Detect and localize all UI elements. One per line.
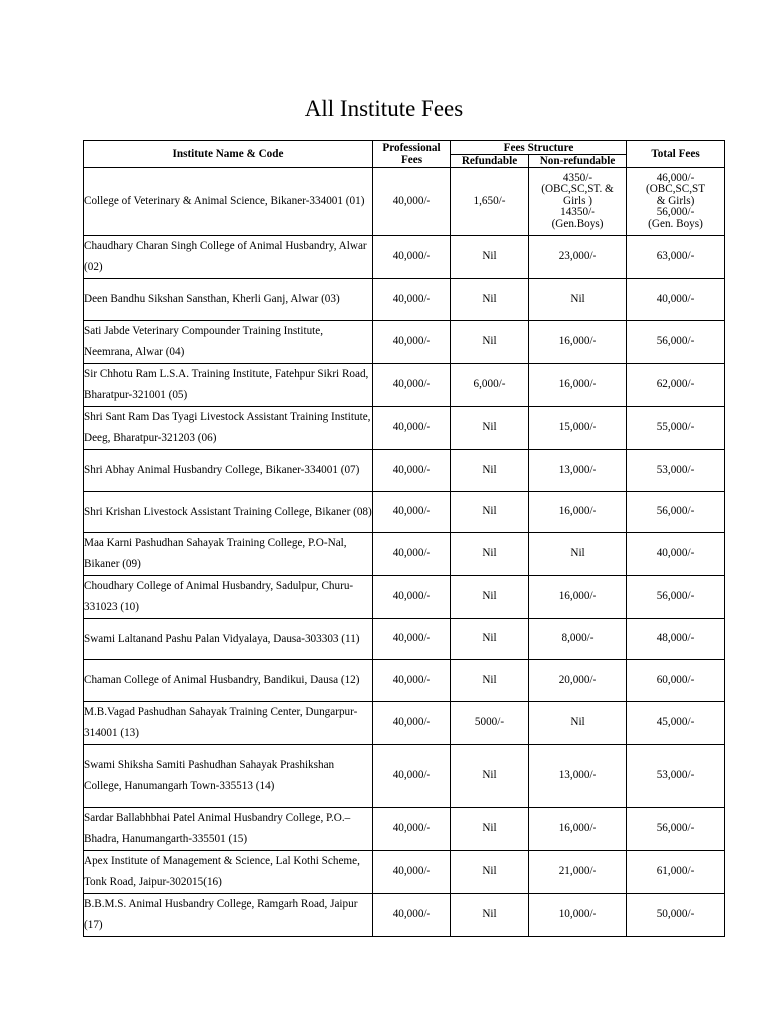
total-fees-cell: 53,000/- (627, 745, 725, 808)
non-refundable-cell: 16,000/- (529, 808, 627, 851)
professional-fees-cell: 40,000/- (373, 492, 451, 533)
non-refundable-cell: 13,000/- (529, 450, 627, 492)
institute-name-cell: College of Veterinary & Animal Science, Bikaner-334001 (01) (84, 168, 373, 236)
total-fees-cell: 53,000/- (627, 450, 725, 492)
table-row (84, 321, 725, 364)
professional-fees-cell: 40,000/- (373, 808, 451, 851)
institute-name-cell: Chaman College of Animal Husbandry, Bandikui, Dausa (12) (84, 660, 373, 702)
table-row (84, 808, 725, 851)
professional-fees-cell: 40,000/- (373, 894, 451, 937)
total-fees-cell: 56,000/- (627, 492, 725, 533)
total-fees-cell: 48,000/- (627, 619, 725, 660)
refundable-cell: Nil (451, 236, 529, 279)
professional-fees-cell: 40,000/- (373, 660, 451, 702)
non-refundable-cell: 10,000/- (529, 894, 627, 937)
non-refundable-cell: 20,000/- (529, 660, 627, 702)
fees-table (83, 140, 725, 937)
refundable-cell: Nil (451, 894, 529, 937)
total-fees-cell: 56,000/- (627, 576, 725, 619)
professional-fees-cell: 40,000/- (373, 364, 451, 407)
refundable-cell: 5000/- (451, 702, 529, 745)
institute-name-cell: Sir Chhotu Ram L.S.A. Training Institute, Fatehpur Sikri Road, Bharatpur-321001 (05) (84, 364, 373, 407)
refundable-cell: Nil (451, 660, 529, 702)
non-refundable-cell: Nil (529, 702, 627, 745)
refundable-cell: Nil (451, 279, 529, 321)
institute-name-cell: Maa Karni Pashudhan Sahayak Training College, P.O-Nal, Bikaner (09) (84, 533, 373, 576)
header-professional-fees: Professional Fees (373, 141, 451, 168)
table-row (84, 407, 725, 450)
total-fees-cell: 40,000/- (627, 279, 725, 321)
header-total-fees: Total Fees (627, 141, 725, 168)
institute-name-cell: Choudhary College of Animal Husbandry, Sadulpur, Churu-331023 (10) (84, 576, 373, 619)
refundable-cell: 1,650/- (451, 168, 529, 236)
table-row (84, 450, 725, 492)
non-refundable-cell: 16,000/- (529, 576, 627, 619)
non-refundable-cell: 21,000/- (529, 851, 627, 894)
institute-name-cell: B.B.M.S. Animal Husbandry College, Ramgarh Road, Jaipur (17) (84, 894, 373, 937)
total-fees-cell: 50,000/- (627, 894, 725, 937)
total-fees-cell: 55,000/- (627, 407, 725, 450)
table-row (84, 236, 725, 279)
institute-name-cell: Swami Shiksha Samiti Pashudhan Sahayak Prashikshan College, Hanumangarh Town-335513 (14) (84, 745, 373, 808)
non-refundable-cell: 8,000/- (529, 619, 627, 660)
non-refundable-cell: 13,000/- (529, 745, 627, 808)
refundable-cell: 6,000/- (451, 364, 529, 407)
total-fees-cell: 56,000/- (627, 321, 725, 364)
total-fees-cell: 46,000/- (OBC,SC,ST & Girls) 56,000/- (Gen. Boys) (627, 168, 725, 236)
refundable-cell: Nil (451, 492, 529, 533)
professional-fees-cell: 40,000/- (373, 407, 451, 450)
non-refundable-cell: 15,000/- (529, 407, 627, 450)
table-row (84, 168, 725, 236)
non-refundable-cell: Nil (529, 279, 627, 321)
professional-fees-cell: 40,000/- (373, 236, 451, 279)
table-row (84, 576, 725, 619)
refundable-cell: Nil (451, 619, 529, 660)
table-row (84, 894, 725, 937)
institute-name-cell: Apex Institute of Management & Science, Lal Kothi Scheme, Tonk Road, Jaipur-302015(16) (84, 851, 373, 894)
refundable-cell: Nil (451, 851, 529, 894)
page-title: All Institute Fees (304, 96, 464, 121)
total-fees-cell: 61,000/- (627, 851, 725, 894)
professional-fees-cell: 40,000/- (373, 168, 451, 236)
professional-fees-cell: 40,000/- (373, 851, 451, 894)
institute-name-cell: Deen Bandhu Sikshan Sansthan, Kherli Ganj, Alwar (03) (84, 279, 373, 321)
professional-fees-cell: 40,000/- (373, 533, 451, 576)
table-row (84, 364, 725, 407)
professional-fees-cell: 40,000/- (373, 450, 451, 492)
refundable-cell: Nil (451, 808, 529, 851)
refundable-cell: Nil (451, 450, 529, 492)
fees-table-body (84, 168, 725, 937)
refundable-cell: Nil (451, 576, 529, 619)
table-row (84, 279, 725, 321)
header-institute-name: Institute Name & Code (84, 141, 373, 168)
table-row (84, 660, 725, 702)
table-row (84, 745, 725, 808)
institute-name-cell: Sati Jabde Veterinary Compounder Training Institute, Neemrana, Alwar (04) (84, 321, 373, 364)
professional-fees-cell: 40,000/- (373, 576, 451, 619)
institute-name-cell: Sardar Ballabhbhai Patel Animal Husbandry College, P.O.–Bhadra, Hanumangarth-335501 (15) (84, 808, 373, 851)
table-row (84, 492, 725, 533)
refundable-cell: Nil (451, 745, 529, 808)
total-fees-cell: 56,000/- (627, 808, 725, 851)
non-refundable-cell: 16,000/- (529, 321, 627, 364)
total-fees-cell: 63,000/- (627, 236, 725, 279)
total-fees-cell: 40,000/- (627, 533, 725, 576)
non-refundable-cell: 23,000/- (529, 236, 627, 279)
refundable-cell: Nil (451, 407, 529, 450)
professional-fees-cell: 40,000/- (373, 279, 451, 321)
refundable-cell: Nil (451, 321, 529, 364)
header-fees-structure: Fees Structure (451, 141, 627, 155)
total-fees-cell: 45,000/- (627, 702, 725, 745)
professional-fees-cell: 40,000/- (373, 321, 451, 364)
institute-name-cell: Chaudhary Charan Singh College of Animal Husbandry, Alwar (02) (84, 236, 373, 279)
non-refundable-cell: 4350/- (OBC,SC,ST. & Girls ) 14350/- (Gen.Boys) (529, 168, 627, 236)
table-row (84, 851, 725, 894)
header-non-refundable: Non-refundable (529, 155, 627, 168)
professional-fees-cell: 40,000/- (373, 702, 451, 745)
table-row (84, 533, 725, 576)
non-refundable-cell: 16,000/- (529, 364, 627, 407)
professional-fees-cell: 40,000/- (373, 745, 451, 808)
institute-name-cell: Shri Krishan Livestock Assistant Training College, Bikaner (08) (84, 492, 373, 533)
institute-name-cell: Swami Laltanand Pashu Palan Vidyalaya, Dausa-303303 (11) (84, 619, 373, 660)
non-refundable-cell: Nil (529, 533, 627, 576)
total-fees-cell: 62,000/- (627, 364, 725, 407)
table-row (84, 702, 725, 745)
header-refundable: Refundable (451, 155, 529, 168)
professional-fees-cell: 40,000/- (373, 619, 451, 660)
refundable-cell: Nil (451, 533, 529, 576)
non-refundable-cell: 16,000/- (529, 492, 627, 533)
total-fees-cell: 60,000/- (627, 660, 725, 702)
table-row (84, 619, 725, 660)
institute-name-cell: M.B.Vagad Pashudhan Sahayak Training Center, Dungarpur-314001 (13) (84, 702, 373, 745)
institute-name-cell: Shri Abhay Animal Husbandry College, Bikaner-334001 (07) (84, 450, 373, 492)
institute-name-cell: Shri Sant Ram Das Tyagi Livestock Assistant Training Institute, Deeg, Bharatpur-321203 (06) (84, 407, 373, 450)
